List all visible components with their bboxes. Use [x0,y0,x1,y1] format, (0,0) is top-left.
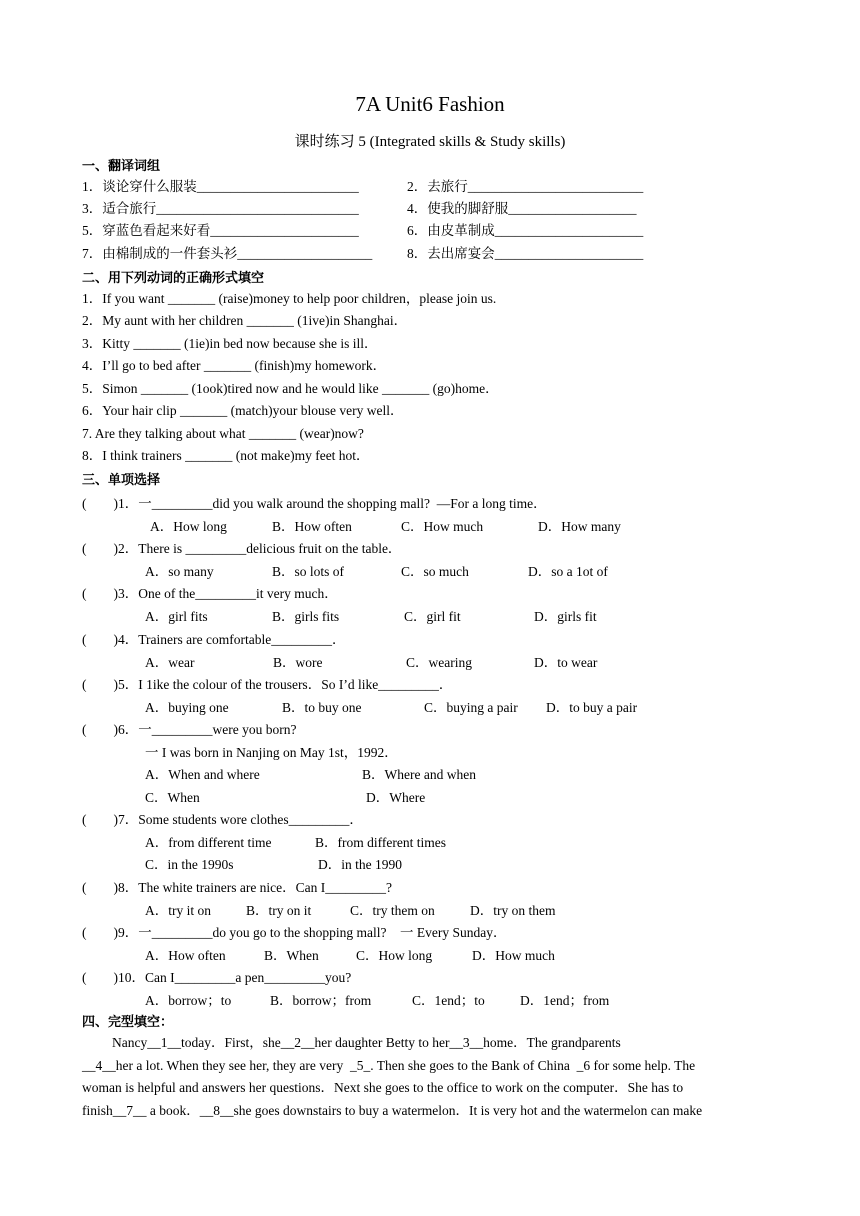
cloze-line: Nancy__1__today．First，she__2__her daughter Betty to her__3__home．The grandparents [112,1035,621,1050]
fill-item: 5．Simon _______ (1ook)tired now and he would like _______ (go)home． [82,381,499,396]
translate-item: 5．穿蓝色看起来好看______________________ [82,223,359,238]
option: D．How much [472,948,555,963]
option: A．buying one [145,700,229,715]
option: B．How often [272,519,352,534]
question-6: ( )6．一_________were you born? [82,722,297,737]
fill-item: 3．Kitty _______ (1ie)in bed now because she is ill． [82,336,378,351]
option: A．How often [145,948,226,963]
worksheet-subtitle: 课时练习 5 (Integrated skills & Study skills) [294,134,566,150]
option: C．so much [401,564,469,579]
option: D．so a 1ot of [528,564,608,579]
option: D．in the 1990 [318,857,402,872]
fill-item: 2．My aunt with her children _______ (1ive)in Shanghai． [82,313,408,328]
option: D．girls fit [534,609,597,624]
translate-item: 7．由棉制成的一件套头衫____________________ [82,246,373,261]
section3-heading: 三、单项选择 [82,473,161,488]
option: A．wear [145,655,195,670]
worksheet-title: 7A Unit6 Fashion [355,92,505,116]
translate-item: 1．谈论穿什么服装________________________ [82,179,359,194]
option: B．wore [273,655,323,670]
option: C．How long [356,948,433,963]
question-7: ( )7．Some students wore clothes_________． [82,812,363,827]
question-5: ( )5．I 1ike the colour of the trousers．So I’d like_________． [82,677,453,692]
dialogue-answer: 一 I was born in Nanjing on May 1st，1992． [145,745,398,760]
option: A．When and where [145,767,260,782]
option: B．from different times [315,835,446,850]
option: B．When [264,948,319,963]
option: B．girls fits [272,609,340,624]
option: A．girl fits [145,609,208,624]
translate-item: 2．去旅行__________________________ [407,179,644,194]
fill-item: 1．If you want _______ (raise)money to help poor children，please join us. [82,291,497,306]
option: B．to buy one [282,700,362,715]
option: D．try on them [470,903,556,918]
option: D．How many [538,519,621,534]
option: C．buying a pair [424,700,518,715]
section2-heading: 二、用下列动词的正确形式填空 [82,271,265,286]
fill-item: 4．I’ll go to bed after _______ (finish)my homework． [82,358,387,373]
option: C．wearing [406,655,472,670]
fill-item: 8．I think trainers _______ (not make)my feet hot． [82,448,370,463]
option: B．try on it [246,903,312,918]
option: A．borrow；to [145,993,232,1008]
option: A．so many [145,564,214,579]
translate-item: 4．使我的脚舒服___________________ [407,201,637,216]
option: B．Where and when [362,767,476,782]
option: C．How much [401,519,484,534]
option: D．Where [366,790,426,805]
translate-item: 3．适合旅行______________________________ [82,201,359,216]
option: A．try it on [145,903,211,918]
option: A．How long [150,519,227,534]
option: C．When [145,790,200,805]
question-4: ( )4．Trainers are comfortable_________． [82,632,346,647]
question-1: ( )1．一_________did you walk around the shopping mall? —For a long time． [82,496,547,511]
cloze-line: finish__7__ a book．__8__she goes downstairs to buy a watermelon．It is very hot and the watermelon can make [82,1103,703,1118]
option: D．to wear [534,655,598,670]
section4-heading: 四、完型填空： [82,1015,174,1030]
option: C．girl fit [404,609,461,624]
option: A．from different time [145,835,272,850]
section1-heading: 一、翻译词组 [82,159,161,174]
option: C．1end；to [412,993,485,1008]
fill-item: 6．Your hair clip _______ (match)your blouse very well． [82,403,404,418]
translate-item: 8．去出席宴会______________________ [407,246,644,261]
question-3: ( )3．One of the_________it very much． [82,586,338,601]
option: C．in the 1990s [145,857,234,872]
option: B．borrow；from [270,993,372,1008]
question-2: ( )2．There is _________delicious fruit on the table． [82,541,402,556]
question-9: ( )9．一_________do you go to the shopping mall? 一 Every Sunday． [82,925,507,940]
question-10: ( )10．Can I_________a pen_________you? [82,970,352,985]
fill-item: 7. Are they talking about what _______ (wear)now? [82,426,364,441]
question-8: ( )8．The white trainers are nice．Can I_________? [82,880,393,895]
cloze-line: __4__her a lot. When they see her, they are very _5_. Then she goes to the Bank of China _6 for some help. The [82,1058,696,1073]
option: B．so lots of [272,564,345,579]
option: C．try them on [350,903,435,918]
cloze-line: woman is helpful and answers her questions．Next she goes to the office to work on the computer．She has to [82,1080,684,1095]
translate-item: 6．由皮革制成______________________ [407,223,644,238]
option: D．to buy a pair [546,700,638,715]
option: D．1end；from [520,993,610,1008]
